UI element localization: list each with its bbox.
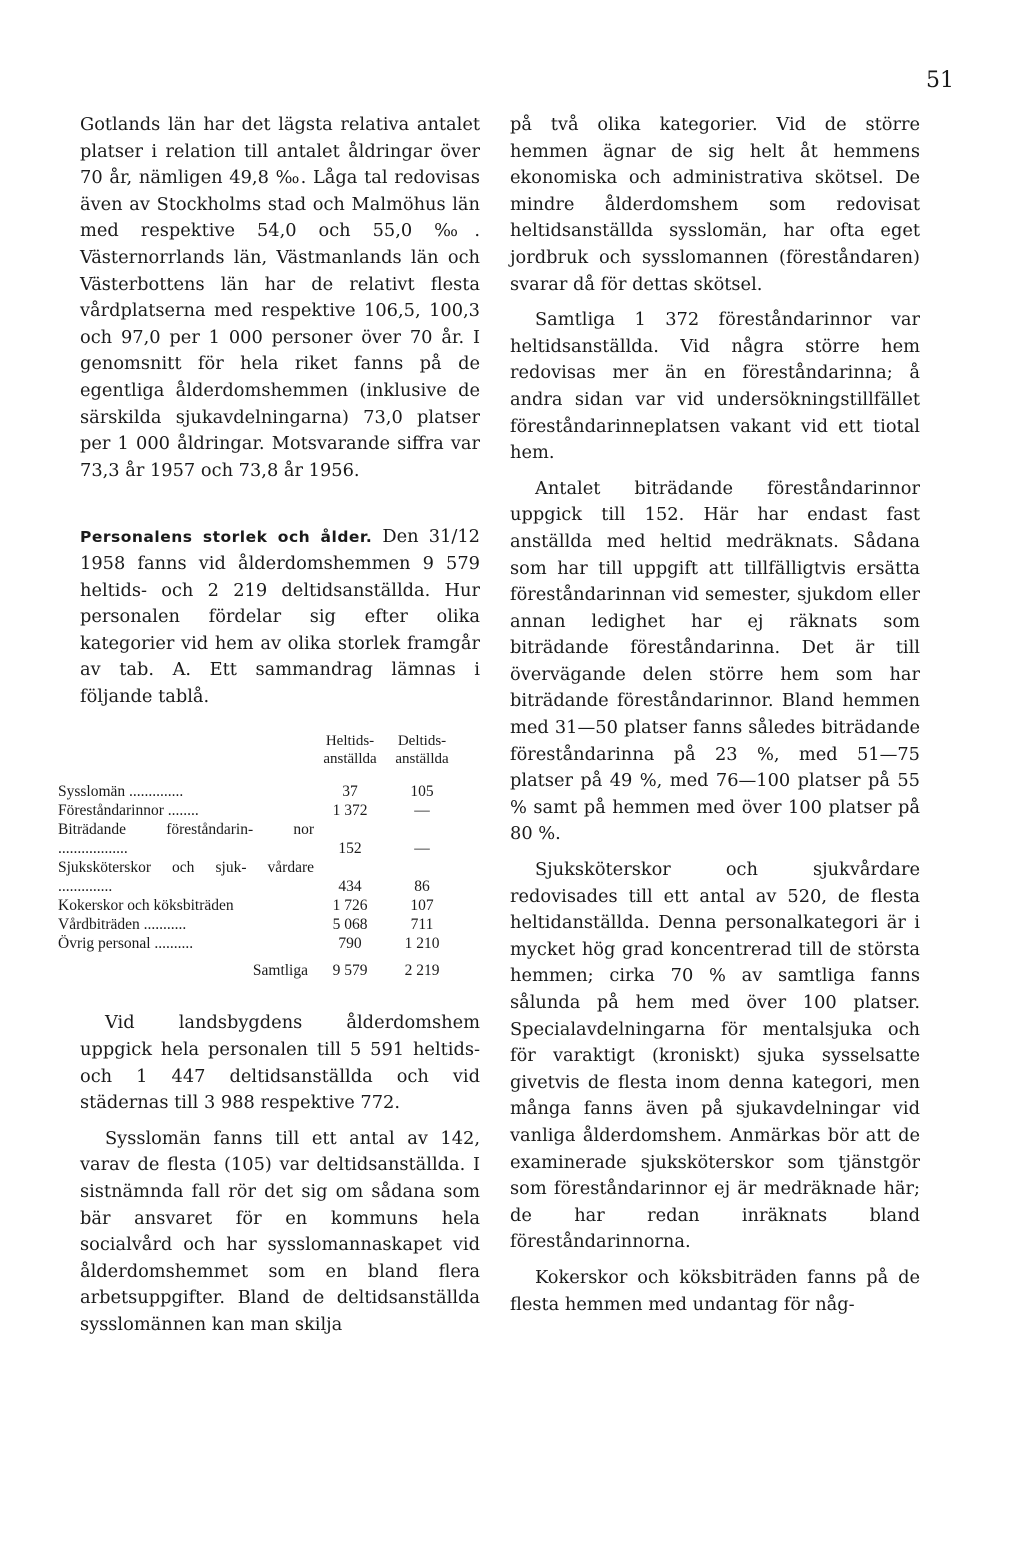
left-paragraph-3: Vid landsbygdens ålderdomshem uppgick hela personalen till 5 591 heltids- och 1 447 deltidsanställda och vid städernas till 3 988 respektive 772. [80,1012,480,1114]
page-number: 51 [926,68,954,93]
table-row [58,896,458,915]
right-paragraph-1: på två olika kategorier. Vid de större hemmen ägnar de sig helt åt hemmens ekonomiska och administrativa skötsel. De mindre ålderdomshem som redovisat heltidsanställda sysslomän, har ofta eget jordbruk och sysslomannen (föreståndaren) svarar då för dettas skötsel. [510,114,920,295]
right-paragraph-3: Antalet biträdande föreståndarinnor uppgick till 152. Här har endast fast anställda med heltid medräknats. Sådana som har till uppgift att tillfälligtvis ersätta föreståndarinnan vid semester, sjukdom eller annan ledighet har ej räknats som biträdande föreståndarinna. Det är till övervägande delen större hem som har biträdande föreståndarinnor. Bland hemmen med 31—50 platser fanns således biträdande föreståndarinna på 23 %, med 51—75 platser på 49 %, med 76—100 platser på 55 % samt på hemmen med över 100 platser på 80 %. [510,477,920,845]
row-fulltime: 434 [338,878,362,896]
row-fulltime: 1 372 [332,802,368,820]
row-label: Sjuksköterskor och sjuk- vårdare .............. [58,859,314,896]
table-row [58,782,458,801]
row-parttime: 105 [410,783,434,801]
right-paragraph-4: Sjuksköterskor och sjukvårdare redovisades till ett antal av 520, de flesta heltidanställda. Denna personalkategori är i mycket hög grad koncentrerad till de största hemmen; cirka 70 % av samtliga fanns sålunda på hem med över 100 platser. Specialavdelningarna för mentalsjuka och för varaktigt (kroniskt) sjuka sysselsatte givetvis de flesta inom denna kategori, men många fanns även på sjukavdelningar vid vanliga ålderdomshem. Anmärkas bör att de examinerade sjuksköterskor som tjänstgör som föreståndarinnor ej är medräknade här; de har redan inräknats bland föreståndarinnorna. [510,859,920,1253]
row-fulltime: 1 726 [332,897,368,915]
row-fulltime: 152 [338,840,362,858]
row-parttime: — [414,802,430,820]
left-paragraph-4: Sysslomän fanns till ett antal av 142, varav de flesta (105) var deltidsanställda. I sistnämnda fall rör det sig om sådana som bär ansvaret för en kommuns hela socialvård och har sysslomannaskapet vid ålderdomshemmet som en bland flera arbetsuppgifter. Bland de deltidsanställda sysslomännen kan man skilja [80,1127,480,1335]
row-parttime: 1 210 [404,935,440,953]
right-paragraph-2: Samtliga 1 372 föreståndarinnor var heltidsanställda. Vid några större hem redovisas mer än en föreståndarinna; å andra sidan var vid undersökningstillfället föreståndarinneplatsen vakant vid ett tiotal hem. [510,309,920,464]
row-parttime: 107 [410,897,434,915]
left-paragraph-2-text: Den 31/12 1958 fanns vid ålderdomshemmen 9 579 heltids- och 2 219 deltidsanställda. Hur personalen fördelar sig efter olika kategorier vid hem av olika storlek framgår av tab. A. Ett sammandrag lämnas i följande tablå. [80,526,480,707]
row-parttime: — [414,840,430,858]
total-fulltime: 9 579 [332,962,368,980]
table-row [58,801,458,820]
right-column [510,112,920,1318]
row-parttime: 86 [414,878,430,896]
table-row [58,915,458,934]
row-label: Föreståndarinnor ........ [58,802,199,820]
header-parttime: Deltids- anställda [395,733,449,768]
total-label: Samtliga [252,962,308,980]
staff-table [58,732,458,980]
row-label: Biträdande föreståndarin- nor .................. [58,821,314,858]
header-fulltime: Heltids- anställda [323,733,377,768]
section-heading: Personalens storlek och ålder. [80,528,373,547]
row-parttime: 711 [410,916,434,934]
right-paragraph-5: Kokerskor och köksbiträden fanns på de flesta hemmen med undantag för någ- [510,1266,920,1315]
row-fulltime: 5 068 [332,916,368,934]
table-total-row [58,961,458,980]
left-paragraph-2 [80,524,480,710]
total-parttime: 2 219 [404,962,440,980]
row-fulltime: 37 [342,783,358,801]
row-label: Kokerskor och köksbiträden [58,897,234,915]
table-row [58,858,458,896]
table-header [58,732,458,768]
row-label: Övrig personal .......... [58,935,194,953]
row-label: Vårdbiträden ........... [58,916,187,934]
table-row [58,934,458,953]
left-paragraph-1: Gotlands län har det lägsta relativa antalet platser i relation till antalet åldringar över 70 år, nämligen 49,8 ‰. Låga tal redovisas även av Stockholms stad och Malmöhus län med respektive 54,0 och 55,0 ‰. Västernorrlands län, Västmanlands län och Västerbottens län har de relativt flesta vårdplatserna med respektive 106,5, 100,3 och 97,0 per 1 000 personer över 70 år. I genomsnitt för hela riket fanns på de egentliga ålderdomshemmen (inklusive de särskilda sjukavdelningarna) 73,0 platser per 1 000 åldringar. Motsvarande siffra var 73,3 år 1957 och 73,8 år 1956. [80,114,480,481]
table-row [58,820,458,858]
row-label: Sysslomän .............. [58,783,184,801]
left-column [58,112,480,1339]
row-fulltime: 790 [338,935,362,953]
